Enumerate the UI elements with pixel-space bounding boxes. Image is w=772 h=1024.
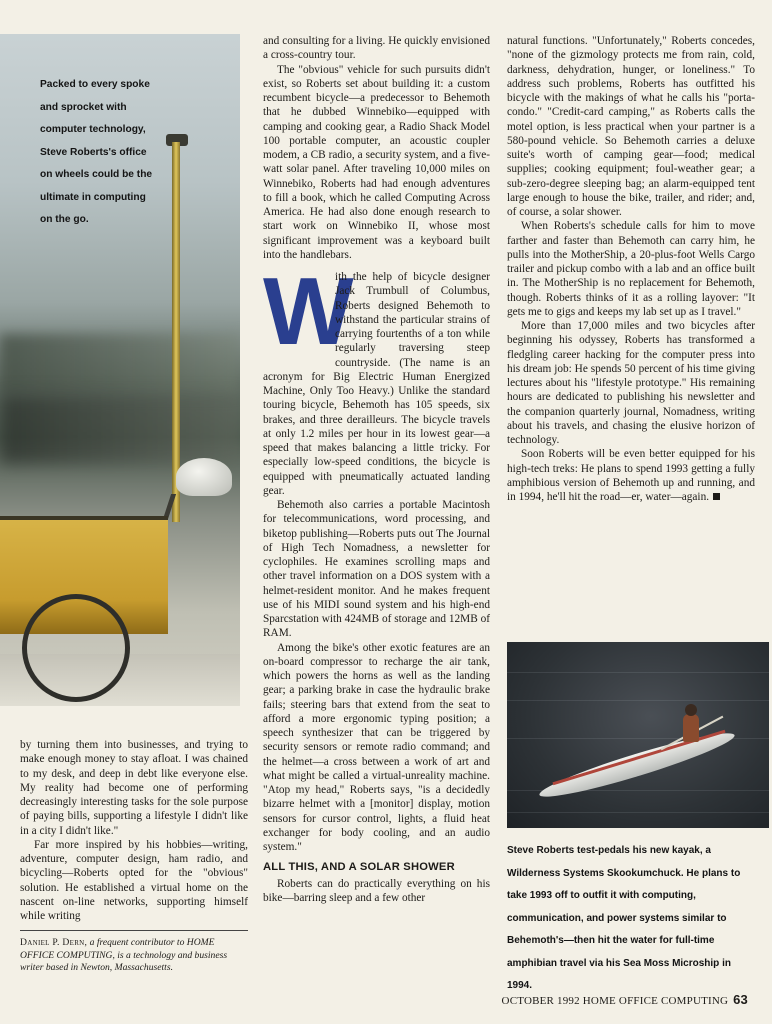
drop-cap: W xyxy=(263,258,350,365)
paragraph: When Roberts's schedule calls for him to move farther and faster than Behemoth can carry him, he pulls into the MotherShip, a 20-plus-foot Wells Cargo trailer and pickup combo with a lab and an office built in. The MotherShip is no replacement for Behemoth, though. Roberts thinks of it as a rolling layover: "It gets me to gigs and keeps my lab set up as I travel." xyxy=(507,220,755,318)
kayak-paddler xyxy=(683,714,699,742)
paddler-head xyxy=(685,704,697,716)
page-folio xyxy=(502,992,748,1007)
column-3 xyxy=(507,34,755,504)
column-1 xyxy=(20,738,248,923)
paragraph-text: Soon Roberts will be even better equipped for his high-tech treks: He plans to spend 1993 getting a fully amphibious version of Behemoth up and running, and in 1994, he'll hit the road—er, water—again. xyxy=(507,448,755,503)
paragraph: ith the help of bicycle designer Jack Trumbull of Columbus, Roberts designed Behemoth to withstand the particular strains of carrying fourtenths of a ton while regularly traversing steep countryside. (The name is an acronym for Big Electric Human Energized Machine, Only Too Heavy.) Unlike the standard touring bicycle, Behemoth has 105 speeds, six brakes, and three derailleurs. The bicycle travels at only 1.2 miles per hour in its lowest gear—a speed that makes balancing a little tricky. For especially low-speed conditions, the bicycle is equipped with pneumatically actuated landing gear. xyxy=(263,271,490,497)
bike-photo xyxy=(0,34,240,706)
water-ripple xyxy=(507,672,769,673)
dropcap-paragraph xyxy=(263,258,490,498)
author-bio xyxy=(20,930,248,975)
photo-background-blur xyxy=(0,334,240,394)
water-ripple xyxy=(507,812,769,813)
paragraph: More than 17,000 miles and two bicycles after beginning his odyssey, Roberts has transformed a fledgling career hacking for the computer press into his dream job: He spends 50 percent of his time giving lectures about his "lifestyle prototype." His remaining hours are dedicated to publishing his newsletter and the companion quarterly journal, Nomadness, writing about his travels, and chasing the elusive horizon of technology. xyxy=(507,320,755,446)
radar-dome xyxy=(176,458,232,496)
water-ripple xyxy=(507,700,769,701)
paragraph: Behemoth also carries a portable Macintosh for telecommunications, word processing, and biketop publishing—Roberts puts out The Journal of High Tech Nomadness, a newsletter for cyclophiles. He examines scrolling maps and other travel information on a DOS system with a helmet-resident monitor. And he makes frequent use of his MIDI sound system and his high-end Sparcstation with 424MB of storage and 12MB of RAM. xyxy=(263,499,490,640)
author-name: Daniel P. Dern, xyxy=(20,937,88,948)
paragraph: Among the bike's other exotic features are an on-board compressor to recharge the air tank, which powers the horns as well as the landing gear; a parking brake in case the hydraulic brake fails; steering bars that extend from the seat to afford a more ergonomic typing position; a speech synthesizer that can be triggered by security sensors or remote radio command; and the helmet—a cross between a work of art and what might be called a virtual-unreality machine. "Atop my head," Roberts says, "is a decidedly bizarre helmet with a [monitor] display, motion sensors for cursor control, lights, a fluid heat exchanger for body cooling, and an audio system." xyxy=(263,641,490,853)
page-number: 63 xyxy=(733,992,748,1007)
paragraph: by turning them into businesses, and trying to make enough money to stay afloat. I was chained to my desk, and deep in debt like everyone else. My reality had become one of performing decreasingly interesting tasks for the sole purpose of paying bills, supporting a lifestyle I didn't like in a city I didn't like." xyxy=(20,739,248,837)
paragraph-final xyxy=(507,447,755,504)
folio-issue: OCTOBER 1992 HOME OFFICE COMPUTING xyxy=(501,995,729,1007)
antenna-pole xyxy=(172,142,180,522)
kayak-photo xyxy=(507,642,769,828)
end-mark-icon xyxy=(713,493,720,500)
paragraph: Roberts can do practically everything on his bike—barring sleep and a few other xyxy=(263,877,490,904)
paragraph: natural functions. "Unfortunately," Roberts concedes, "none of the gizmology protects me from rain, cold, darkness, dehydration, hunger, or loneliness." To address such problems, Roberts has outfitted his bicycle with the makings of what he calls his "porta-condo." "Credit-card camping," as Roberts calls the motel option, is less practical when your partner is a 580-pound vehicle. So Behemoth carries a deluxe suite's worth of camping gear—food; medical supplies; cooking equipment; foul-weather gear; a sub-zero-degree sleeping bag; an alarm-equipped tent large enough to house the bike, trailer, and rider; and, of course, a solar shower. xyxy=(507,35,755,218)
paragraph: The "obvious" vehicle for such pursuits didn't exist, so Roberts set about building it: a custom recumbent bicycle—a predecessor to Behemoth that he dubbed Winnebiko—equipped with camping and cooking gear, a Radio Shack Model 100 portable computer, an acoustic coupler modem, a CB radio, a security system, and a five-watt solar panel. After traveling 10,000 miles on Winnebiko, Roberts had had enough adventures to fill a book, which he called Computing Across America. He had also done enough research to start work on Winnebiko II, whose most significant improvement was a keyboard built into the handlebars. xyxy=(263,63,490,261)
author-bio-text: a frequent contributor to HOME OFFICE COMPUTING, is a technology and business writer based in Newton, Massachusetts. xyxy=(20,937,228,973)
paragraph: and consulting for a living. He quickly envisioned a cross-country tour. xyxy=(263,35,490,62)
bike-photo-caption: Packed to every spoke and sprocket with computer technology, Steve Roberts's office on wheels could be the ultimate in computing on the go. xyxy=(40,79,153,225)
column-2 xyxy=(263,34,490,905)
kayak-photo-caption: Steve Roberts test-pedals his new kayak, a Wilderness Systems Skookumchuck. He plans to take 1993 off to outfit it with computing, communication, and power systems similar to Behemoth's—then hit the water for full-time amphibian travel via his Sea Moss Microship in 1994. xyxy=(507,845,741,991)
paragraph: Far more inspired by his hobbies—writing, adventure, computer design, ham radio, and bicycling—Roberts opted for the "obvious" solution. He established a virtual home on the nascent on-line networks, supporting himself while writing xyxy=(20,838,248,922)
photo-background-blur xyxy=(0,394,240,464)
bike-wheel xyxy=(22,594,130,702)
section-subhead: ALL THIS, AND A SOLAR SHOWER xyxy=(263,861,455,874)
